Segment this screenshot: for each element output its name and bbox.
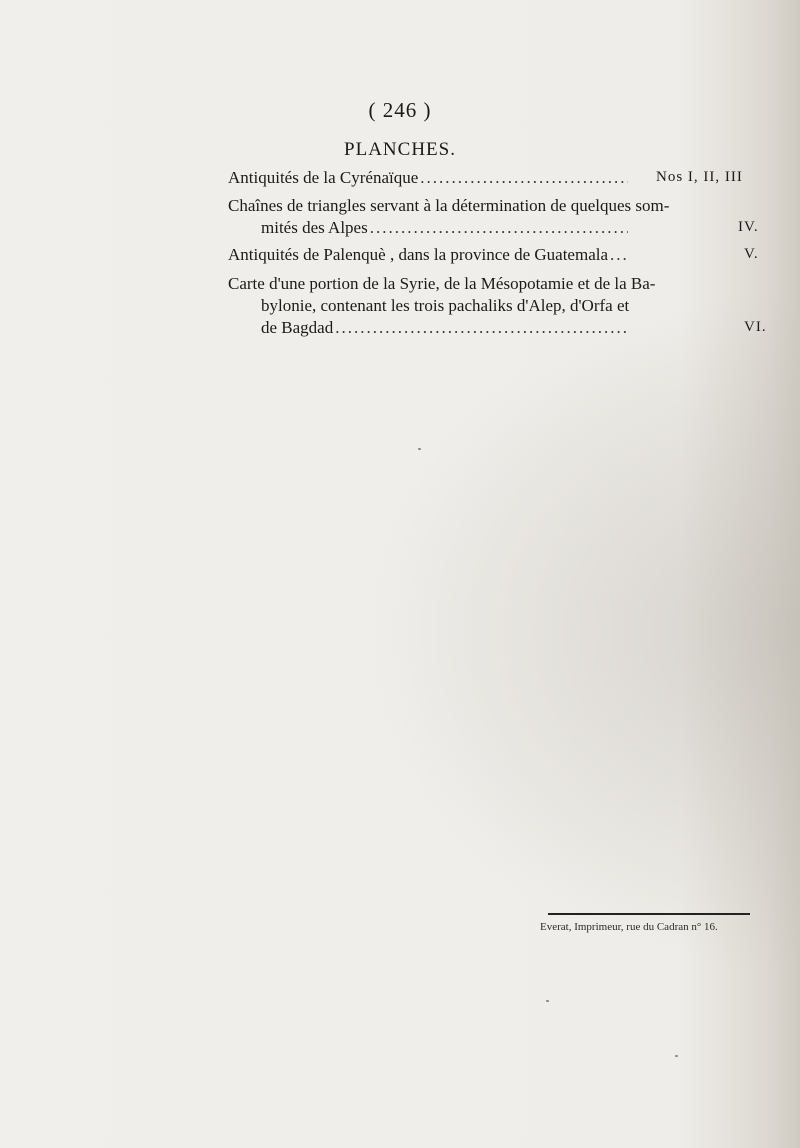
entry-line [228,195,670,217]
footer-rule [548,913,750,915]
plate-entry [228,244,628,266]
plate-entry [228,195,670,239]
entry-line [228,217,628,239]
section-heading: PLANCHES. [344,139,456,160]
plate-entry [228,273,656,339]
plate-number: IV. [738,219,759,235]
entry-line [228,167,628,189]
entry-line [228,244,628,266]
leader-dots [610,244,628,266]
plate-number: V. [744,246,759,262]
plate-entry [228,167,628,189]
paper-speck [675,1055,678,1057]
entry-title-continued: de Bagdad [261,318,334,337]
entry-title-continued: mités des Alpes [261,218,368,237]
entry-title: Carte d'une portion de la Syrie, de la Mésopotamie et de la Ba- [228,274,656,293]
entry-title: Antiquités de la Cyrénaïque [228,168,419,187]
paper-speck [418,448,421,450]
page-number: ( 246 ) [368,98,432,122]
printer-imprint: Everat, Imprimeur, rue du Cadran n° 16. [540,921,718,933]
leader-dots [370,217,628,239]
entry-title-continued: bylonie, contenant les trois pachaliks d'Alep, d'Orfa et [261,296,630,315]
plate-number: Nos I, II, III [656,169,743,185]
leader-dots [335,317,628,339]
entry-title: Chaînes de triangles servant à la détermination de quelques som- [228,196,670,215]
paper-speck [546,1000,549,1002]
entry-line [228,317,628,339]
entry-line [228,295,628,317]
entry-title: Antiquités de Palenquè , dans la province de Guatemala [228,245,609,264]
entry-line [228,273,656,295]
plate-number: VI. [744,319,767,335]
leader-dots [420,167,628,189]
